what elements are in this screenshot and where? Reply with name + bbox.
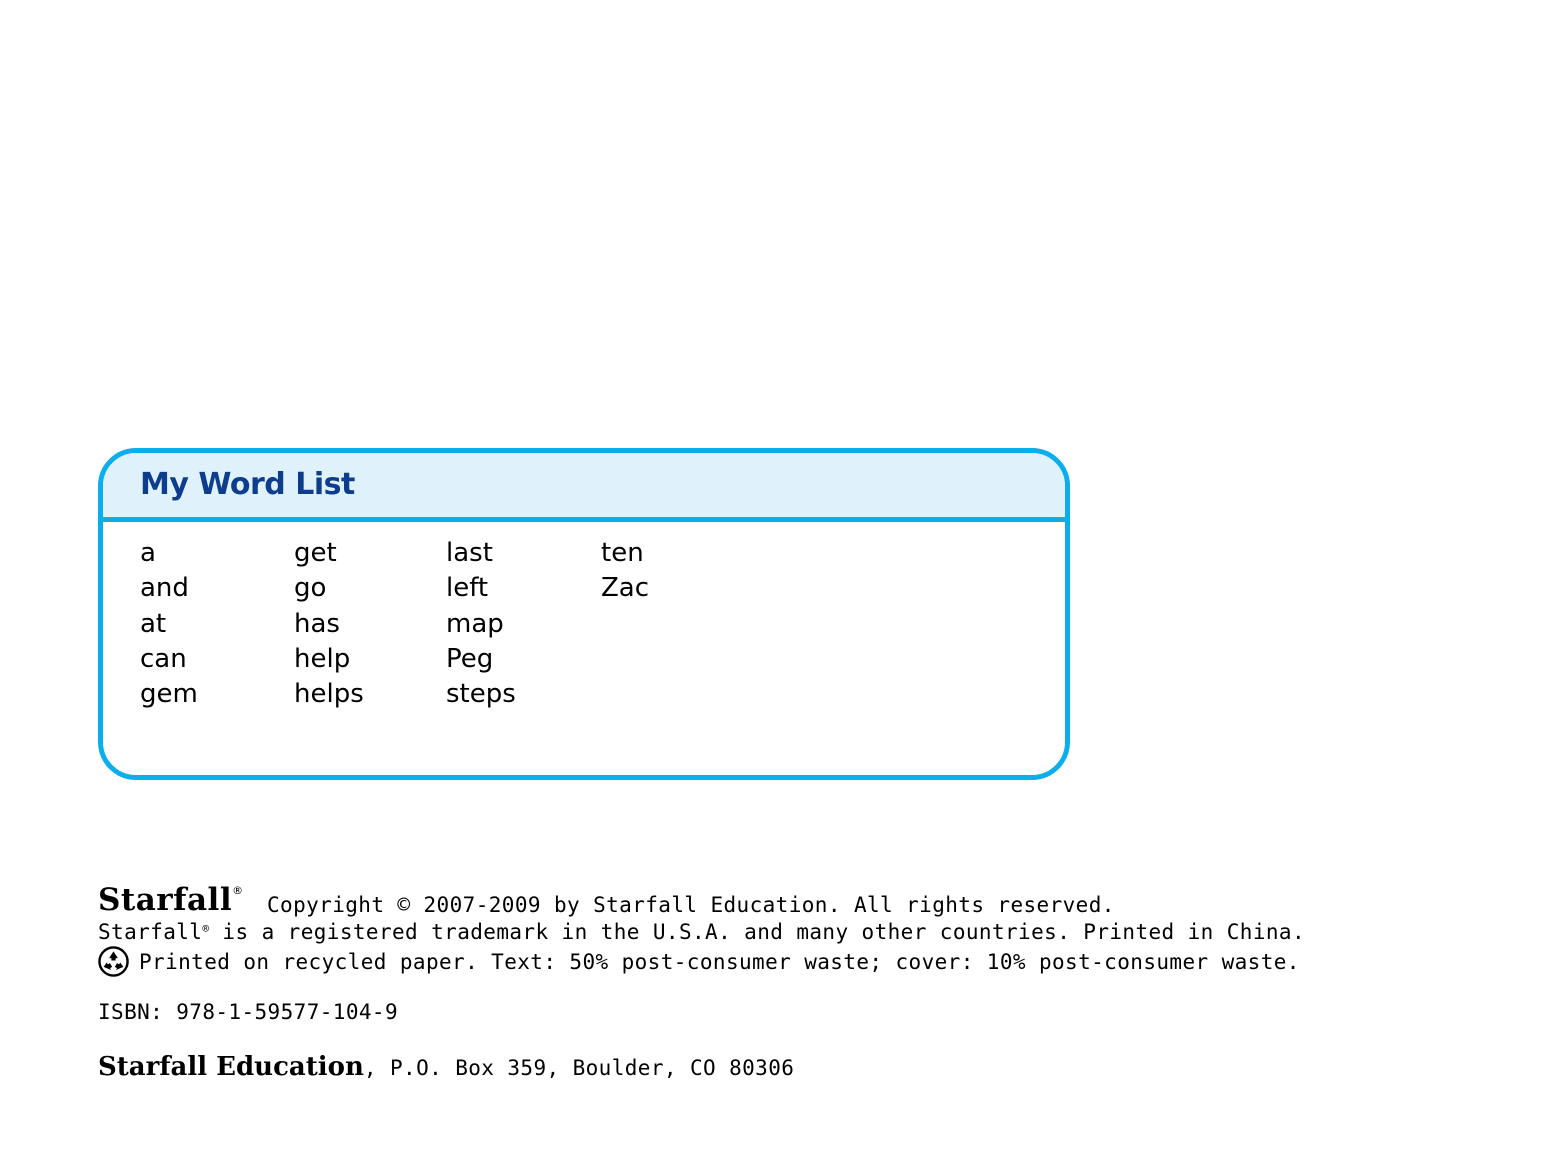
word-column-4 — [601, 536, 649, 607]
recycled-paper-line — [98, 946, 1300, 977]
word-list-header — [103, 453, 1065, 522]
word-item: at — [140, 608, 167, 639]
trademark-line — [98, 920, 1305, 944]
recycle-icon — [98, 946, 129, 977]
publisher-name: Starfall Education — [98, 1052, 364, 1082]
word-item: last — [446, 538, 493, 568]
word-item: left — [446, 573, 489, 604]
word-column-3 — [446, 536, 516, 712]
copyright-text: Copyright © 2007-2009 by Starfall Education. All rights reserved. — [267, 893, 1115, 917]
word-item: map — [446, 608, 504, 639]
word-list-box — [98, 448, 1070, 780]
trademark-text: is a registered trademark in the U.S.A. and many other countries. Printed in China. — [209, 920, 1306, 944]
word-item: help — [294, 643, 351, 674]
address-text: , P.O. Box 359, Boulder, CO 80306 — [363, 1056, 795, 1080]
recycled-text: Printed on recycled paper. Text: 50% post-consumer waste; cover: 10% post-consumer waste. — [139, 949, 1300, 974]
word-column-2 — [294, 536, 364, 712]
word-item: ten — [601, 538, 644, 568]
word-item: a — [140, 538, 156, 568]
starfall-logo-text: Starfall — [98, 882, 233, 918]
word-item: Peg — [446, 643, 494, 674]
isbn: ISBN: 978-1-59577-104-9 — [98, 1000, 398, 1024]
word-item: helps — [294, 679, 364, 710]
word-item: get — [294, 538, 337, 568]
word-item: go — [294, 573, 327, 604]
word-item: has — [294, 608, 340, 639]
word-item: and — [140, 573, 189, 604]
registered-mark-small: ® — [202, 922, 210, 935]
word-item: steps — [446, 679, 516, 710]
word-column-1 — [140, 536, 198, 712]
brand-logo — [98, 882, 243, 918]
word-item: can — [140, 643, 187, 674]
word-item: gem — [140, 679, 198, 710]
publisher-address — [98, 1052, 794, 1082]
registered-mark: ® — [232, 884, 244, 897]
word-list-title: My Word List — [140, 467, 355, 502]
word-item: Zac — [601, 573, 650, 604]
trademark-brand: Starfall — [98, 920, 203, 944]
